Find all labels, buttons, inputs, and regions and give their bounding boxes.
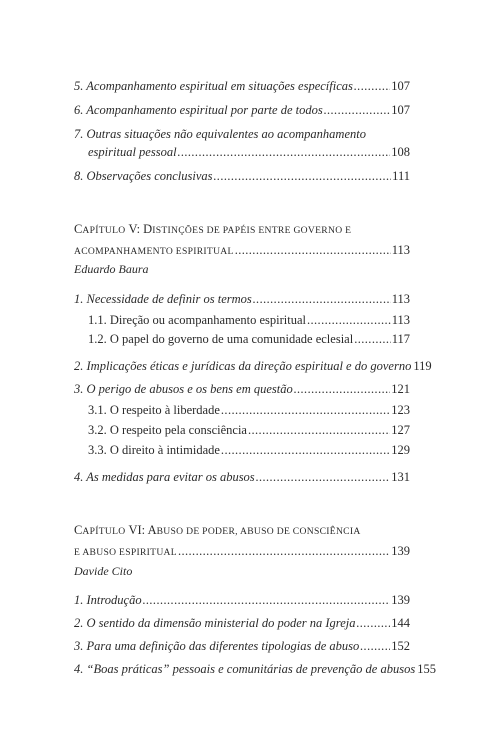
toc-entry-page: 129 <box>391 443 410 457</box>
dot-leader <box>248 420 390 440</box>
toc-subentry[interactable] <box>74 310 410 330</box>
toc-entry[interactable] <box>74 142 410 162</box>
toc-entry-title: 8. Observações conclusivas <box>74 169 213 183</box>
toc-subentry[interactable] <box>74 329 410 349</box>
toc-entry-title: 6. Acompanhamento espiritual por parte de todos <box>74 103 323 117</box>
toc-entry[interactable] <box>74 166 410 186</box>
toc-entry-page: 107 <box>391 103 410 117</box>
toc-entry-page: 131 <box>391 470 410 484</box>
toc-entry[interactable] <box>74 76 410 96</box>
toc-entry-title: 5. Acompanhamento espiritual em situações específicas <box>74 79 353 93</box>
toc-entry-page: 111 <box>392 169 410 183</box>
toc-entry-title-line1[interactable]: 7. Outras situações não equivalentes ao acompanhamento <box>74 127 366 141</box>
toc-entry-title: 1.1. Direção ou acompanhamento espiritual <box>88 313 306 327</box>
dot-leader <box>143 590 391 610</box>
toc-entry[interactable] <box>74 289 410 309</box>
toc-entry-title: 3.2. O respeito pela consciência <box>88 423 247 437</box>
dot-leader <box>294 379 391 399</box>
chapter-5-heading-line2[interactable] <box>74 240 410 260</box>
toc-entry-page: 108 <box>391 145 410 159</box>
dot-leader <box>307 310 391 330</box>
toc-entry-page: 139 <box>391 593 410 607</box>
toc-entry-title: 1. Introdução <box>74 593 142 607</box>
toc-entry-page: 152 <box>391 639 410 653</box>
toc-entry[interactable] <box>74 613 410 633</box>
chapter-6-page: 139 <box>391 544 410 558</box>
dot-leader <box>324 100 391 120</box>
toc-entry-page: 144 <box>391 616 410 630</box>
toc-entry[interactable] <box>74 100 410 120</box>
chapter-5-page: 113 <box>391 243 410 257</box>
dot-leader <box>221 400 390 420</box>
chapter-5-title: ACOMPANHAMENTO ESPIRITUAL <box>74 246 234 257</box>
toc-entry-page: 113 <box>391 292 410 306</box>
toc-entry[interactable] <box>74 379 410 399</box>
chapter-6-heading-line2[interactable] <box>74 541 410 561</box>
toc-subentry[interactable] <box>74 440 410 460</box>
dot-leader <box>256 467 391 487</box>
toc-entry-page: 121 <box>391 382 410 396</box>
toc-entry[interactable] <box>74 659 436 679</box>
dot-leader <box>221 440 390 460</box>
toc-entry-page: 113 <box>391 313 410 327</box>
toc-entry[interactable] <box>74 590 410 610</box>
dot-leader <box>253 289 391 309</box>
dot-leader <box>178 142 391 162</box>
toc-entry-title: 1.2. O papel do governo de uma comunidade eclesial <box>88 332 354 346</box>
dot-leader <box>356 613 390 633</box>
toc-entry-page: 155 <box>417 662 436 676</box>
toc-entry-title: 3.1. O respeito à liberdade <box>88 403 220 417</box>
dot-leader <box>214 166 392 186</box>
toc-entry[interactable] <box>74 636 410 656</box>
chapter-6-title: E ABUSO ESPIRITUAL <box>74 547 177 558</box>
toc-entry-title-line2: espiritual pessoal <box>88 145 177 159</box>
toc-entry[interactable] <box>74 467 410 487</box>
toc-entry-title: 2. O sentido da dimensão ministerial do poder na Igreja <box>74 616 356 630</box>
chapter-5-author: Eduardo Baura <box>74 262 149 276</box>
toc-entry-page: 119 <box>413 359 432 373</box>
chapter-6-heading-line1[interactable]: CAPÍTULO VI: ABUSO DE PODER, ABUSO DE CONSCIÊNCIA <box>74 523 361 537</box>
toc-subentry[interactable] <box>74 420 410 440</box>
toc-entry-page: 117 <box>391 332 410 346</box>
toc-subentry[interactable] <box>74 400 410 420</box>
chapter-6-author: Davide Cito <box>74 564 133 578</box>
toc-entry[interactable] <box>74 356 432 376</box>
chapter-5-heading-line1[interactable]: CAPÍTULO V: DISTINÇÕES DE PAPÉIS ENTRE GOVERNO E <box>74 222 352 236</box>
toc-entry-title: 3.3. O direito à intimidade <box>88 443 220 457</box>
dot-leader <box>354 329 391 349</box>
toc-entry-page: 107 <box>391 79 410 93</box>
toc-entry-title: 1. Necessidade de definir os termos <box>74 292 252 306</box>
dot-leader <box>360 636 390 656</box>
toc-entry-title: 2. Implicações éticas e jurídicas da direção espiritual e do governo <box>74 359 412 373</box>
dot-leader <box>178 541 390 561</box>
toc-entry-title: 3. O perigo de abusos e os bens em questão <box>74 382 293 396</box>
toc-entry-title: 4. “Boas práticas” pessoais e comunitárias de prevenção de abusos <box>74 662 416 676</box>
toc-entry-page: 123 <box>391 403 410 417</box>
toc-entry-page: 127 <box>391 423 410 437</box>
dot-leader <box>235 240 391 260</box>
dot-leader <box>354 76 390 96</box>
toc-entry-title: 4. As medidas para evitar os abusos <box>74 470 255 484</box>
toc-entry-title: 3. Para uma definição das diferentes tipologias de abuso <box>74 639 360 653</box>
